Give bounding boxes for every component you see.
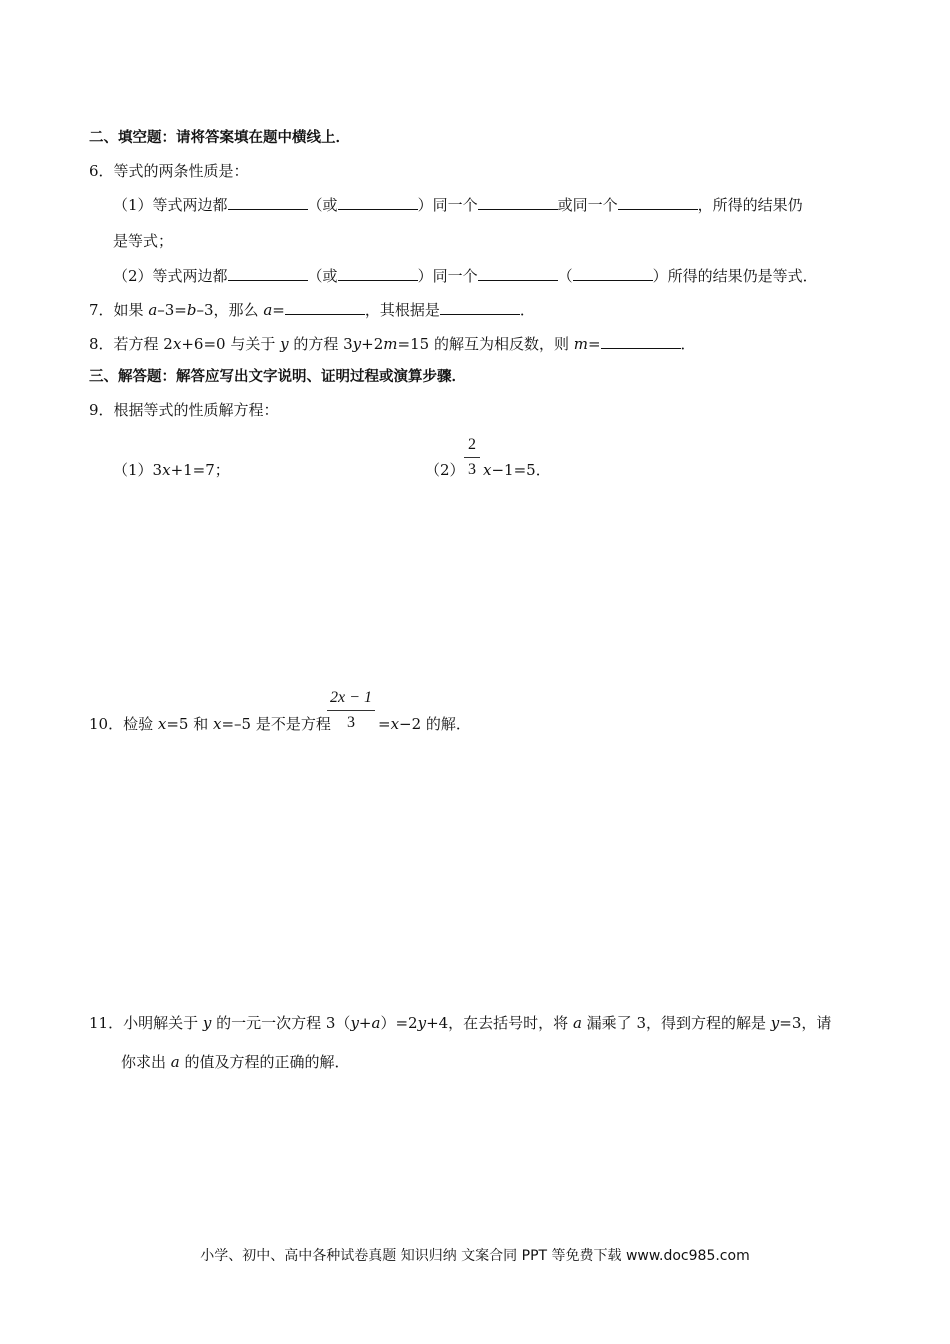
q6-p1-a: （1）等式两边都 — [113, 196, 228, 214]
var-a: a — [263, 301, 273, 319]
q8-text: 8．若方程 2 — [89, 335, 173, 353]
var-y: y — [770, 1014, 780, 1032]
q8 — [89, 334, 696, 354]
var-y: y — [202, 1014, 212, 1032]
q6-part1 — [113, 195, 803, 215]
q11-text: 11．小明解关于 — [89, 1014, 203, 1032]
q11-text: 的一元一次方程 3（ — [211, 1014, 351, 1032]
q8-text: 的方程 3 — [288, 335, 353, 353]
q10-text: =–5 是不是方程 — [221, 715, 331, 733]
q9-text: −1=5． — [491, 461, 551, 479]
q7-text: –3，那么 — [196, 301, 264, 319]
q10-text: = — [378, 715, 391, 733]
q6-p1-b: （或 — [307, 196, 338, 214]
q6-p2-c: ）同一个 — [417, 267, 478, 285]
q7-text: ，其根据是 — [364, 301, 440, 319]
q9-part1 — [113, 460, 230, 480]
q6-part2 — [113, 266, 818, 286]
var-a: a — [148, 301, 158, 319]
page-footer: 小学、初中、高中各种试卷真题 知识归纳 文案合同 PPT 等免费下载 www.doc985.com — [200, 1248, 750, 1264]
q6-p2-b: （或 — [307, 267, 338, 285]
q6-p1-e: ，所得的结果仍 — [697, 196, 803, 214]
answer-blank[interactable] — [440, 300, 520, 315]
q8-text: = — [587, 335, 601, 353]
q6-p1-d: 或同一个 — [557, 196, 618, 214]
var-a: a — [170, 1053, 180, 1071]
var-a: a — [371, 1014, 381, 1032]
q6-stem: 6．等式的两条性质是： — [89, 162, 249, 180]
answer-blank[interactable] — [228, 266, 308, 281]
q9-text: （1）3 — [113, 461, 163, 479]
var-a: a — [572, 1014, 582, 1032]
section-3-heading: 三、解答题：解答应写出文字说明、证明过程或演算步骤． — [89, 369, 466, 385]
q9-part2-rest — [483, 460, 551, 480]
q9-text: +1=7； — [170, 461, 230, 479]
q10-tail — [378, 714, 471, 734]
var-b: b — [186, 301, 197, 319]
var-x: x — [390, 715, 400, 733]
q11-text: =3，请 — [779, 1014, 832, 1032]
var-x: x — [172, 335, 182, 353]
q6-part1-continued: 是等式； — [113, 232, 174, 250]
fraction-denominator: 3 — [468, 461, 476, 478]
q7-text: = — [272, 301, 285, 319]
var-y: y — [350, 1014, 359, 1032]
q6-p1-c: ）同一个 — [417, 196, 478, 214]
var-m: m — [383, 335, 398, 353]
q6-p2-e: ）所得的结果仍是等式． — [652, 267, 818, 285]
q11-text: 漏乘了 3，得到方程的解是 — [581, 1014, 771, 1032]
var-m: m — [573, 335, 588, 353]
q11-text: + — [358, 1014, 372, 1032]
q10-text: −2 的解． — [399, 715, 471, 733]
q11-line1 — [89, 1013, 831, 1033]
q10-text: =5 和 — [166, 715, 213, 733]
fraction-2x-minus-1-over-3 — [327, 688, 375, 733]
q7-text: –3= — [157, 301, 187, 319]
q11-text: 你求出 — [121, 1053, 171, 1071]
var-x: x — [162, 461, 171, 479]
q8-text: +6=0 与关于 — [181, 335, 281, 353]
q11-text: ）=2 — [380, 1014, 418, 1032]
q8-text: =15 的解互为相反数，则 — [397, 335, 574, 353]
q10-lead — [89, 714, 331, 734]
q9-stem: 9．根据等式的性质解方程： — [89, 401, 279, 419]
fraction-bar — [327, 710, 375, 711]
answer-blank[interactable] — [478, 266, 558, 281]
answer-blank[interactable] — [338, 266, 418, 281]
fraction-numerator: 2 — [468, 436, 476, 453]
answer-blank[interactable] — [478, 195, 558, 210]
q8-text: ． — [680, 335, 696, 353]
answer-blank[interactable] — [285, 300, 365, 315]
var-x: x — [483, 461, 492, 479]
fraction-bar — [464, 457, 480, 458]
section-2-heading: 二、填空题：请将答案填在题中横线上． — [89, 130, 350, 146]
q9-part2-label: （2） — [425, 461, 465, 479]
fraction-denominator: 3 — [347, 714, 355, 731]
fraction-numerator: 2x − 1 — [330, 689, 372, 706]
var-x: x — [212, 715, 222, 733]
answer-blank[interactable] — [338, 195, 418, 210]
q11-text: 的值及方程的正确的解． — [179, 1053, 350, 1071]
answer-blank[interactable] — [228, 195, 308, 210]
var-x: x — [157, 715, 167, 733]
q6-p2-a: （2）等式两边都 — [113, 267, 228, 285]
q10-text: 10．检验 — [89, 715, 158, 733]
fraction-two-thirds — [464, 435, 480, 480]
q11-line2 — [121, 1052, 350, 1072]
q11-text: +4，在去括号时，将 — [426, 1014, 573, 1032]
var-y: y — [352, 335, 362, 353]
q7-text: ． — [519, 301, 535, 319]
answer-blank[interactable] — [573, 266, 653, 281]
answer-blank[interactable] — [618, 195, 698, 210]
var-y: y — [280, 335, 289, 353]
q8-text: +2 — [361, 335, 384, 353]
answer-blank[interactable] — [601, 334, 681, 349]
q7 — [89, 300, 535, 320]
q6-p2-d: （ — [557, 267, 573, 285]
q7-text: 7．如果 — [89, 301, 149, 319]
var-y: y — [417, 1014, 427, 1032]
